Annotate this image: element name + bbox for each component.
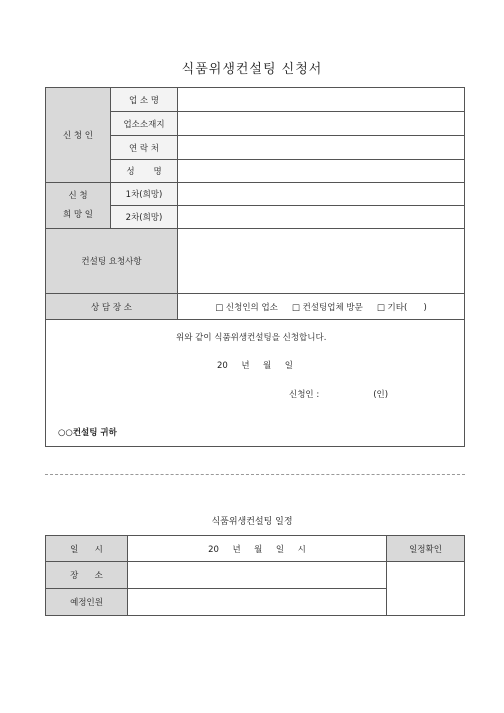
business-name-field[interactable] <box>178 88 465 112</box>
visitor-field[interactable] <box>128 589 387 616</box>
statement-signer: 신청인 : (인) <box>289 390 389 400</box>
confirm-label: 일정확인 <box>387 536 465 562</box>
second-choice-label: 2차(희망) <box>111 206 178 229</box>
first-choice-field[interactable] <box>178 183 465 206</box>
place-label: 상 담 장 소 <box>46 294 178 320</box>
request-label: 컨설팅 요청사항 <box>46 229 178 294</box>
datetime-value[interactable]: 20 년 월 일 시 <box>128 536 387 562</box>
statement-line: 위와 같이 식품위생컨설팅을 신청합니다. <box>176 333 327 343</box>
schedule-place-label: 장 소 <box>46 562 128 589</box>
first-choice-label: 1차(희망) <box>111 183 178 206</box>
statement-date: 20 년 월 일 <box>217 361 293 371</box>
business-name-label: 업 소 명 <box>111 88 178 112</box>
contact-label: 연 락 처 <box>111 136 178 160</box>
applicant-group-label: 신 청 인 <box>46 88 111 183</box>
desired-date-group-label: 신 청 희 망 일 <box>46 183 111 229</box>
place-option-own-business[interactable]: □ 신청인의 업소 <box>215 302 278 313</box>
business-address-field[interactable] <box>178 112 465 136</box>
business-address-label: 업소소재지 <box>111 112 178 136</box>
statement-cell <box>46 320 465 447</box>
name-field[interactable] <box>178 160 465 183</box>
visitor-label: 예정인원 <box>46 589 128 616</box>
section-divider <box>45 474 465 475</box>
datetime-label: 일 시 <box>46 536 128 562</box>
confirm-field[interactable] <box>387 562 465 616</box>
schedule-table <box>45 535 465 616</box>
place-option-other[interactable]: □ 기타( ) <box>376 302 427 313</box>
contact-field[interactable] <box>178 136 465 160</box>
form-title: 식품위생컨설팅 신청서 <box>181 62 323 77</box>
application-table <box>45 87 465 447</box>
place-options <box>178 294 465 320</box>
schedule-place-field[interactable] <box>128 562 387 589</box>
name-label: 성 명 <box>111 160 178 183</box>
second-choice-field[interactable] <box>178 206 465 229</box>
schedule-title: 식품위생컨설팅 일정 <box>211 517 293 527</box>
place-option-consultant-visit[interactable]: □ 컨설팅업체 방문 <box>291 302 363 313</box>
statement-addressee: ○○컨설팅 귀하 <box>58 428 117 438</box>
request-field[interactable] <box>178 229 465 294</box>
